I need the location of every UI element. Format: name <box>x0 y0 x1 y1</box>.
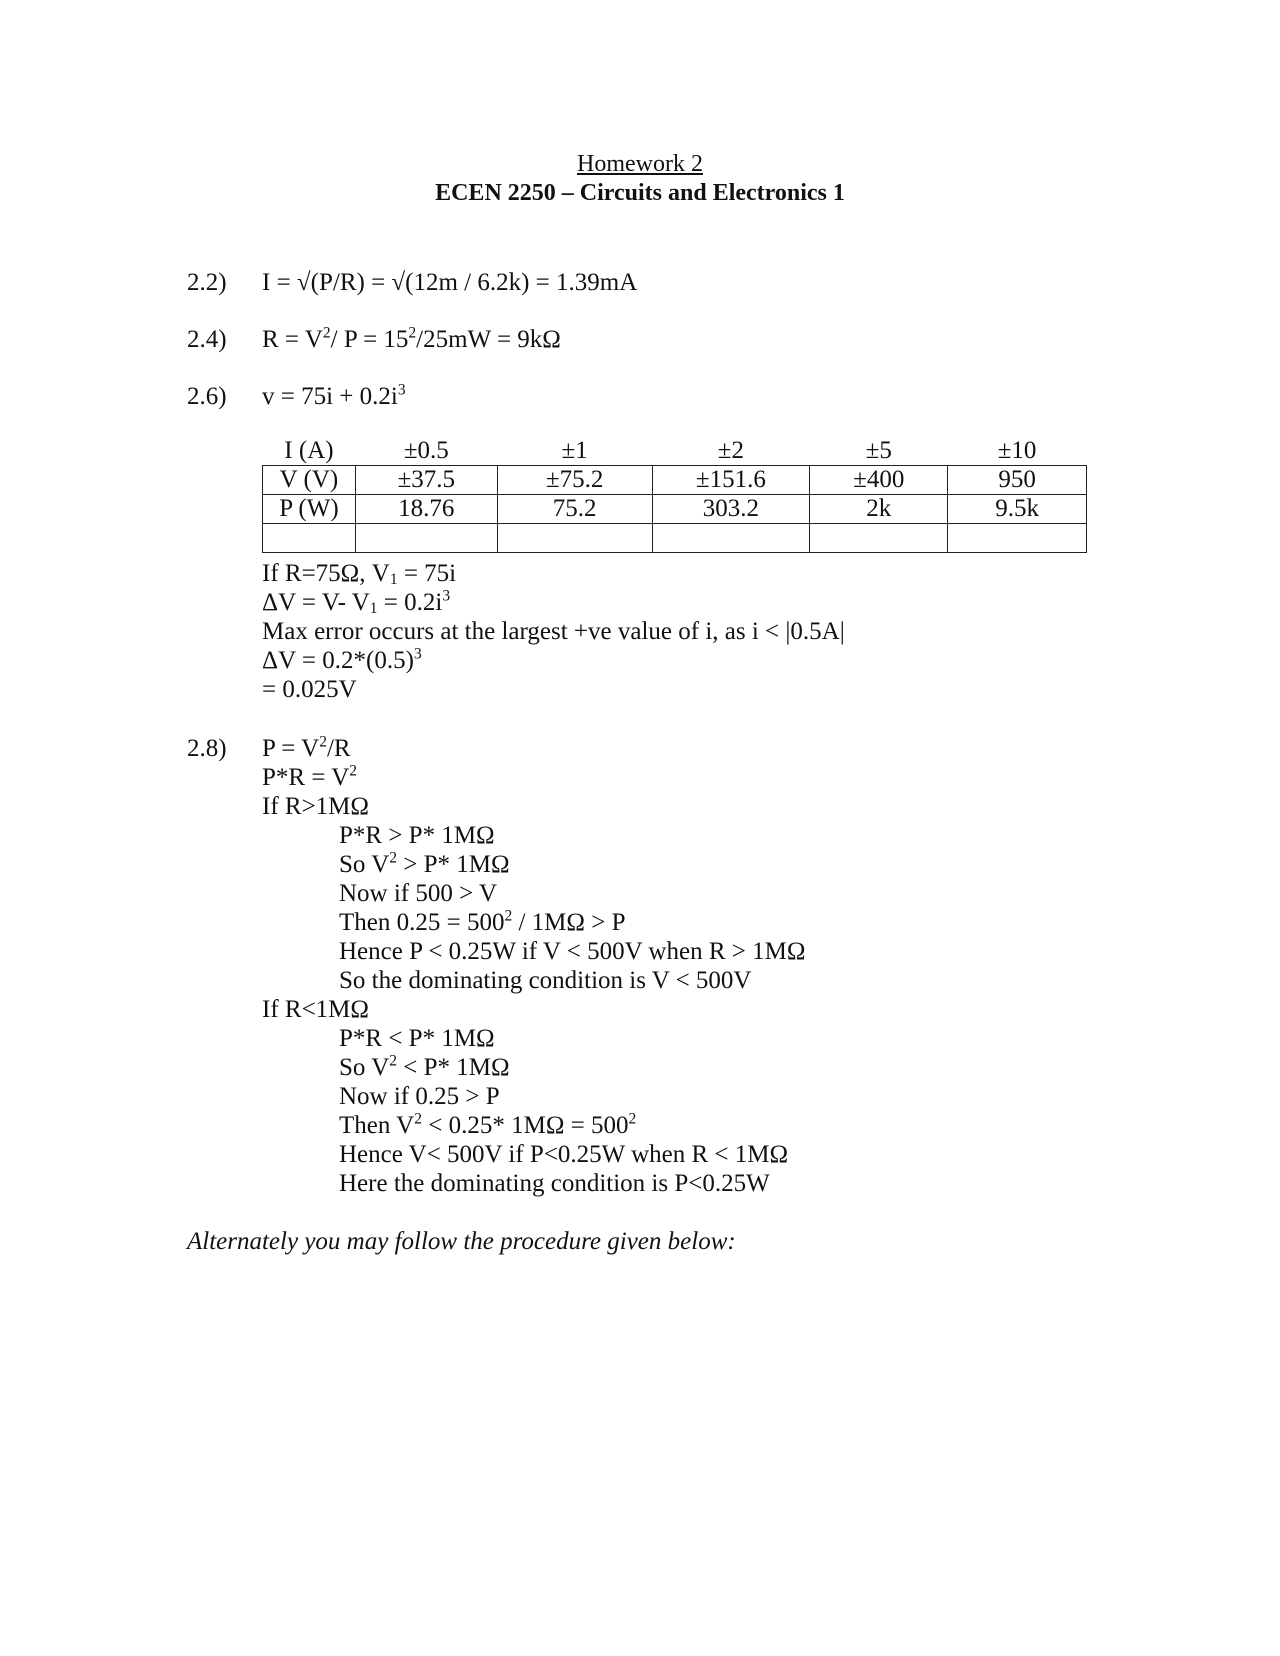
table-cell <box>355 524 497 553</box>
table-cell: ±151.6 <box>652 466 810 495</box>
table-cell: ±37.5 <box>355 466 497 495</box>
case-b-line-3: Now if 0.25 > P <box>339 1083 500 1110</box>
problem-2-8-line-1: $P = V^2/R$ <box>262 733 351 762</box>
table-cell: ±75.2 <box>497 466 652 495</box>
problem-2-8-line-2: $P*R = V^2$ <box>262 762 358 791</box>
table-cell <box>948 524 1087 553</box>
problem-number-2-4: 2.4) <box>187 326 227 353</box>
table-cell: P (W) <box>263 495 356 524</box>
problem-2-6-line-5: = 0.025V <box>262 676 357 703</box>
table-cell <box>263 524 356 553</box>
problem-2-6-line-3: Max error occurs at the largest +ve value of i, as i < |0.5A| <box>262 618 845 645</box>
problem-number-2-8: 2.8) <box>187 735 227 762</box>
table-cell: ±10 <box>997 437 1037 464</box>
case-a-line-2: So $V^2 > P*$ 1MΩ <box>339 849 510 878</box>
table-row <box>263 495 1087 524</box>
table-row <box>263 524 1087 553</box>
table-cell: ±0.5 <box>403 437 449 464</box>
table-cell: 950 <box>948 466 1087 495</box>
problem-2-8-line-4: If R<1MΩ <box>262 996 369 1023</box>
case-a-line-3: Now if 500 > V <box>339 880 498 907</box>
problem-number-2-2: 2.2) <box>187 269 227 296</box>
table-cell: 303.2 <box>652 495 810 524</box>
case-a-line-4: Then $0.25 = 500^2 / 1M\Omega > P$ <box>339 907 626 936</box>
problem-2-6-line-2: ΔV = V- $V_1 = 0.2i^3$ <box>262 587 451 618</box>
homework-title: Homework 2 <box>577 151 703 177</box>
problem-2-6-equation: $v = 75i + 0.2i^3$ <box>262 381 406 410</box>
table-cell: V (V) <box>263 466 356 495</box>
table-cell: 18.76 <box>355 495 497 524</box>
case-b-line-2: So $V^2 < P*$ 1MΩ <box>339 1052 510 1081</box>
table-cell: ±1 <box>561 437 588 464</box>
problem-number-2-6: 2.6) <box>187 383 227 410</box>
case-a-line-1: P*R > P* 1MΩ <box>339 822 495 849</box>
table-cell <box>810 524 948 553</box>
table-cell: ±400 <box>810 466 948 495</box>
problem-2-6-line-1: If R=75Ω, $V_1 = 75i$ <box>262 560 457 589</box>
alternate-note: Alternately you may follow the procedure given below: <box>187 1228 736 1255</box>
problem-2-8-line-3: If R>1MΩ <box>262 793 369 820</box>
course-title: ECEN 2250 – Circuits and Electronics 1 <box>435 180 845 206</box>
case-b-line-5: Hence V< 500V if P<0.25W when R < 1MΩ <box>339 1141 789 1168</box>
iv-power-table <box>262 437 1087 553</box>
problem-2-6-line-4: $\Delta V = 0.2*(0.5)^3$ <box>262 645 422 674</box>
table-row <box>263 466 1087 495</box>
case-a-line-6: So the dominating condition is V < 500V <box>339 967 752 994</box>
table-cell: 75.2 <box>497 495 652 524</box>
table-row <box>263 437 1087 466</box>
problem-2-4-equation: $R = V^2/$ $P = 15^2/25mW = 9k\Omega$ <box>262 324 561 353</box>
case-b-line-1: P*R < P* 1MΩ <box>339 1025 495 1052</box>
table-cell: ±5 <box>865 437 892 464</box>
case-b-line-4: Then $V^2 < 0.25*$ $1M\Omega = 500^2$ <box>339 1110 637 1139</box>
table-cell: ±2 <box>717 437 745 464</box>
table-cell <box>652 524 810 553</box>
table-cell: I (A) <box>284 437 334 464</box>
problem-2-2-equation: I = √(P/R) = √(12m / 6.2k) = 1.39mA <box>262 269 638 296</box>
table-cell <box>497 524 652 553</box>
table-cell: 9.5k <box>948 495 1087 524</box>
table-cell: 2k <box>810 495 948 524</box>
case-b-line-6: Here the dominating condition is P<0.25W <box>339 1170 770 1197</box>
case-a-line-5: Hence P < 0.25W if V < 500V when R > 1MΩ <box>339 938 806 965</box>
